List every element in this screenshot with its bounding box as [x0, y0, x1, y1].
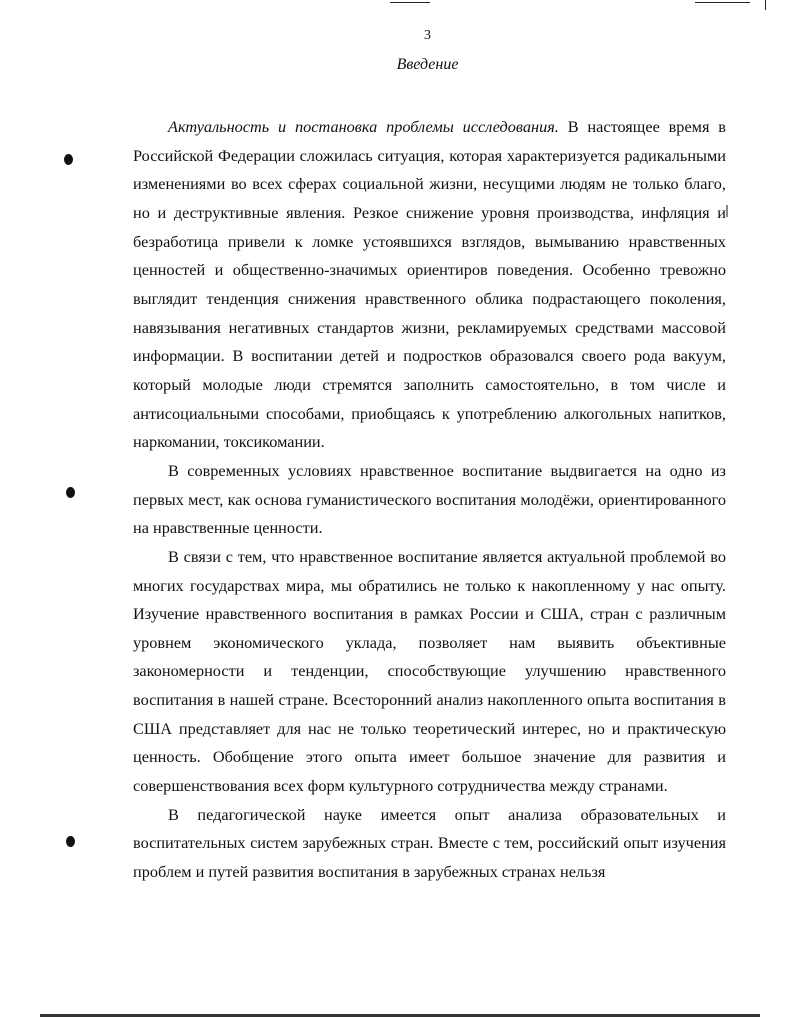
paragraph-1 [133, 113, 726, 457]
paragraph-lead: Актуальность и постановка проблемы исследования. [168, 117, 559, 136]
body-text [133, 113, 726, 887]
paragraph-3: В связи с тем, что нравственное воспитание является актуальной проблемой во многих государствах мира, мы обратились не только к накопленному у нас опыту. Изучение нравственного воспитания в рамках России и США, стран с различным уровнем экономического уклада, позволяет нам выявить объективные закономерности и тенденции, способствующие улучшению нравственного воспитания в нашей стране. Всесторонний анализ накопленного опыта воспитания в США представляет для нас не только теоретический интерес, но и практическую ценность. Обобщение этого опыта имеет большое значение для развития и совершенствования всех форм культурного сотрудничества между странами. [133, 546, 726, 796]
paragraph-2: В современных условиях нравственное воспитание выдвигается на одно из первых мест, как основа гуманистического воспитания молодёжи, ориентированного на нравственные ценности. [133, 460, 726, 538]
right-edge-mark [765, 0, 766, 10]
page-number: 3 [424, 28, 431, 43]
bottom-scan-line [40, 1014, 760, 1017]
binding-hole-1 [64, 154, 73, 165]
top-scan-line [390, 2, 430, 3]
paragraph-1-text: В настоящее время в Российской Федерации сложилась ситуация, которая характеризуется радикальными изменениями во всех сферах социальной жизни, несущими людям не только благо, но и деструктивные явления. Резкое снижение уровня производства, инфляция и безработица привели к ломке устоявшихся взглядов, вымыванию нравственных ценностей и общественно-значимых ориентиров поведения. Особенно тревожно выглядит тенденция снижения нравственного облика подрастающего поколения, навязывания негативных стандартов жизни, рекламируемых средствами массовой информации. В воспитании детей и подростков образовался своего рода вакуум, который молодые люди стремятся заполнить самостоятельно, в том числе и антисоциальными способами, приобщаясь к употреблению алкогольных напитков, наркомании, токсикомании. [133, 117, 726, 452]
right-margin-tick [726, 205, 728, 217]
paragraph-4: В педагогической науке имеется опыт анализа образовательных и воспитательных систем зарубежных стран. Вместе с тем, российский опыт изучения проблем и путей развития воспитания в зарубежных странах нельзя [133, 804, 726, 882]
binding-hole-2 [66, 487, 75, 498]
top-right-scan-line [695, 2, 750, 3]
binding-hole-3 [66, 836, 75, 847]
section-heading: Введение [396, 56, 459, 73]
